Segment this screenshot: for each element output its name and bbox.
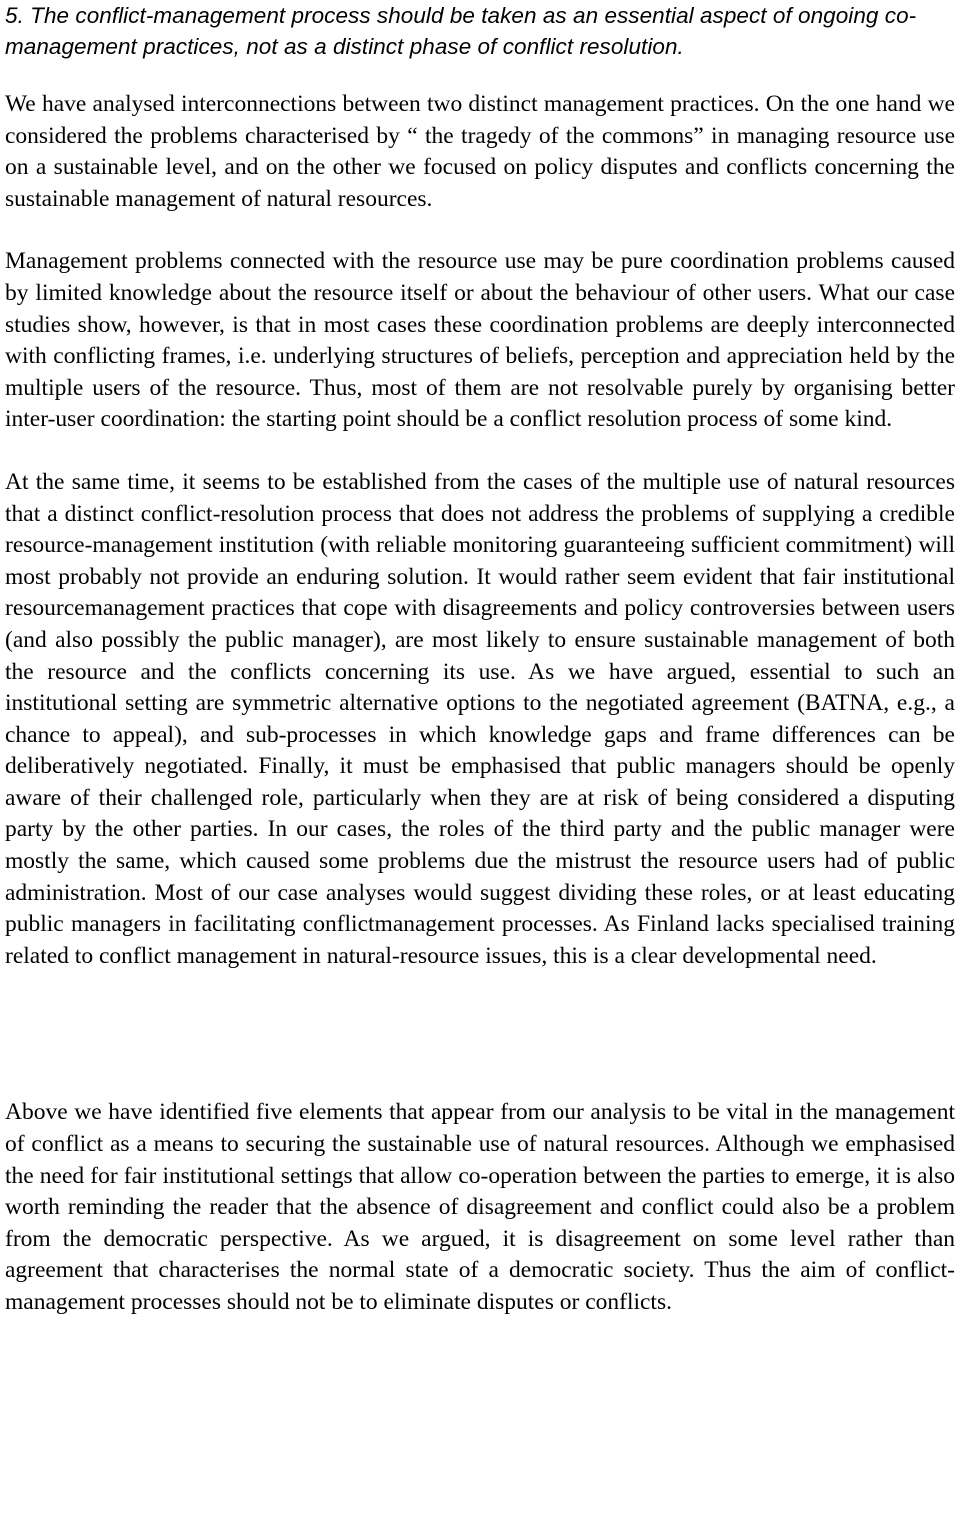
body-paragraph-2: Management problems connected with the resource use may be pure coordination problems caused by limited knowledge about the resource itself or about the behaviour of other users. What our case studies show, however, is that in most cases these coordination problems are deeply interconnected with conflicting frames, i.e. underlying structures of beliefs, perception and appreciation held by the multiple users of the resource. Thus, most of them are not resolvable purely by organising better inter-user coordination: the starting point should be a conflict resolution process of some kind. (5, 248, 955, 433)
body-paragraph-1: We have analysed interconnections between two distinct management practices. On the one hand we considered the problems characterised by “ the tragedy of the commons” in managing resource use on a sustainable level, and on the other we focused on policy disputes and conflicts concerning the sustainable management of natural resources. (5, 91, 955, 212)
section-heading: 5. The conflict-management process should be taken as an essential aspect of ongoing co-management practices, not as a distinct phase of conflict resolution. (5, 3, 917, 59)
document-page (5, 0, 955, 1319)
body-paragraph-4: Above we have identified five elements that appear from our analysis to be vital in the management of conflict as a means to securing the sustainable use of natural resources. Although we emphasised the need for fair institutional settings that allow co-operation between the parties to emerge, it is also worth reminding the reader that the absence of disagreement and conflict could also be a problem from the democratic perspective. As we argued, it is disagreement on some level rather than agreement that characterises the normal state of a democratic society. Thus the aim of conflictmanagement processes should not be to eliminate disputes or conflicts. (5, 1099, 955, 1315)
body-paragraph-3: At the same time, it seems to be established from the cases of the multiple use of natural resources that a distinct conflict-resolution process that does not address the problems of supplying a credible resource-management institution (with reliable monitoring guaranteeing sufficient commitment) will most probably not provide an enduring solution. It would rather seem evident that fair institutional resourcemanagement practices that cope with disagreements and policy controversies between users (and also possibly the public manager), are most likely to ensure sustainable management of both the resource and the conflicts concerning its use. As we have argued, essential to such an institutional setting are symmetric alternative options to the negotiated agreement (BATNA, e.g., a chance to appeal), and sub-processes in which knowledge gaps and frame differences can be deliberatively negotiated. Finally, it must be emphasised that public managers should be openly aware of their challenged role, particularly when they are at risk of being considered a disputing party by the other parties. In our cases, the roles of the third party and the public manager were mostly the same, which caused some problems due the mistrust the resource users had of public administration. Most of our case analyses would suggest dividing these roles, or at least educating public managers in facilitating conflictmanagement processes. As Finland lacks specialised training related to conflict management in natural-resource issues, this is a clear developmental need. (5, 468, 955, 969)
